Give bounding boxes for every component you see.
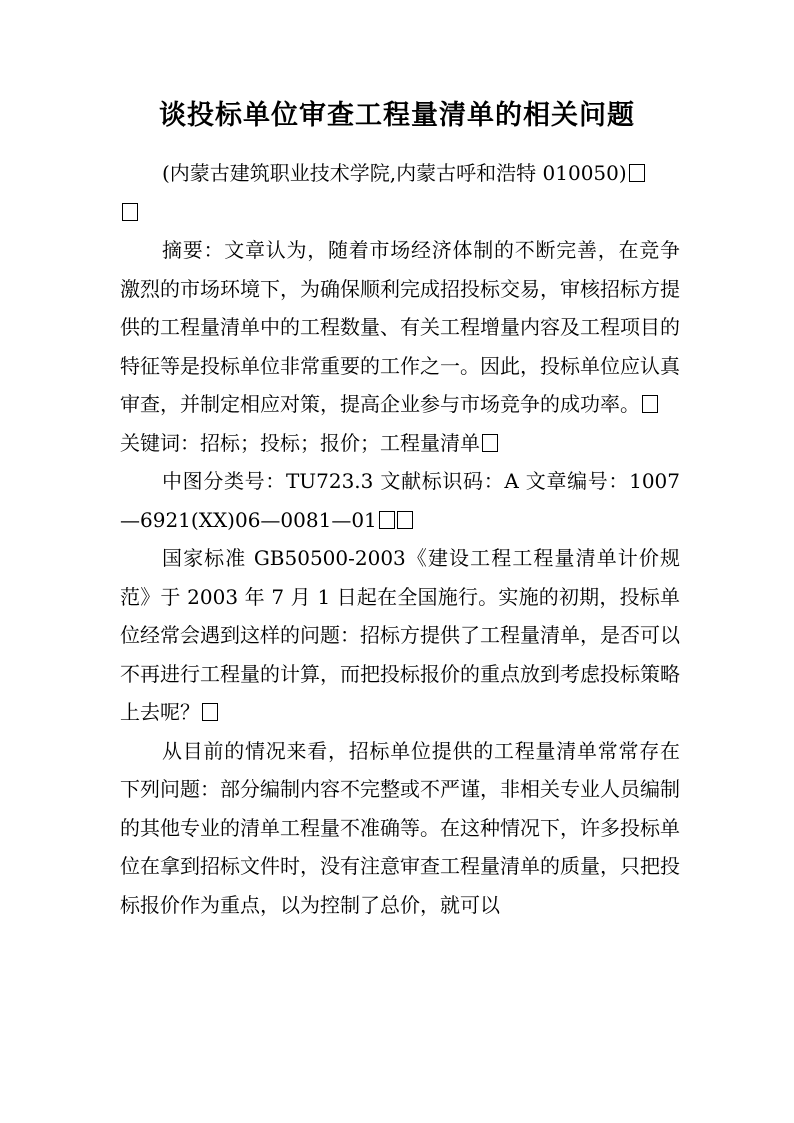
paragraph-text: 国家标准 GB50500-2003《建设工程工程量清单计价规范》于 2003 年 7 月 1 日起在全国施行。实施的初期，投标单位经常会遇到这样的问题：招标方提供了工程量清单，是否可以不再进行工程量的计算，而把投标报价的重点放到考虑投标策略上去呢？ (120, 546, 680, 724)
abstract-text: 摘要：文章认为，随着市场经济体制的不断完善，在竞争激烈的市场环境下，为确保顺利完成招投标交易，审核招标方提供的工程量清单中的工程数量、有关工程增量内容及工程项目的特征等是投标单位非常重要的工作之一。因此，投标单位应认真审查，并制定相应对策，提高企业参与市场竞争的成功率。 (120, 238, 680, 416)
placeholder-box-icon (397, 511, 413, 529)
page-title: 谈投标单位审查工程量清单的相关问题 (159, 100, 635, 131)
keywords (120, 424, 680, 463)
affiliation (120, 154, 680, 231)
document-body (120, 154, 680, 924)
classification (120, 462, 680, 539)
placeholder-box-icon (379, 511, 395, 529)
placeholder-box-icon (629, 164, 645, 182)
placeholder-box-icon (642, 395, 658, 413)
placeholder-box-icon (202, 703, 218, 721)
affiliation-text: (内蒙古建筑职业技术学院,内蒙古呼和浩特 010050) (162, 161, 627, 185)
paragraph-text: 从目前的情况来看，招标单位提供的工程量清单常常存在下列问题：部分编制内容不完整或不严谨，非相关专业人员编制的其他专业的清单工程量不准确等。在这种情况下，许多投标单位在拿到招标文件时，没有注意审查工程量清单的质量，只把投标报价作为重点，以为控制了总价，就可以 (120, 738, 680, 917)
classification-text: 中图分类号：TU723.3 文献标识码：A 文章编号：1007—6921(XX)06—0081—01 (120, 469, 680, 532)
placeholder-box-icon (482, 434, 498, 452)
paragraph (120, 539, 680, 732)
paragraph (120, 732, 680, 925)
abstract (120, 231, 680, 424)
keywords-text: 关键词：招标；投标；报价；工程量清单 (120, 430, 480, 455)
placeholder-box-icon (122, 203, 138, 221)
